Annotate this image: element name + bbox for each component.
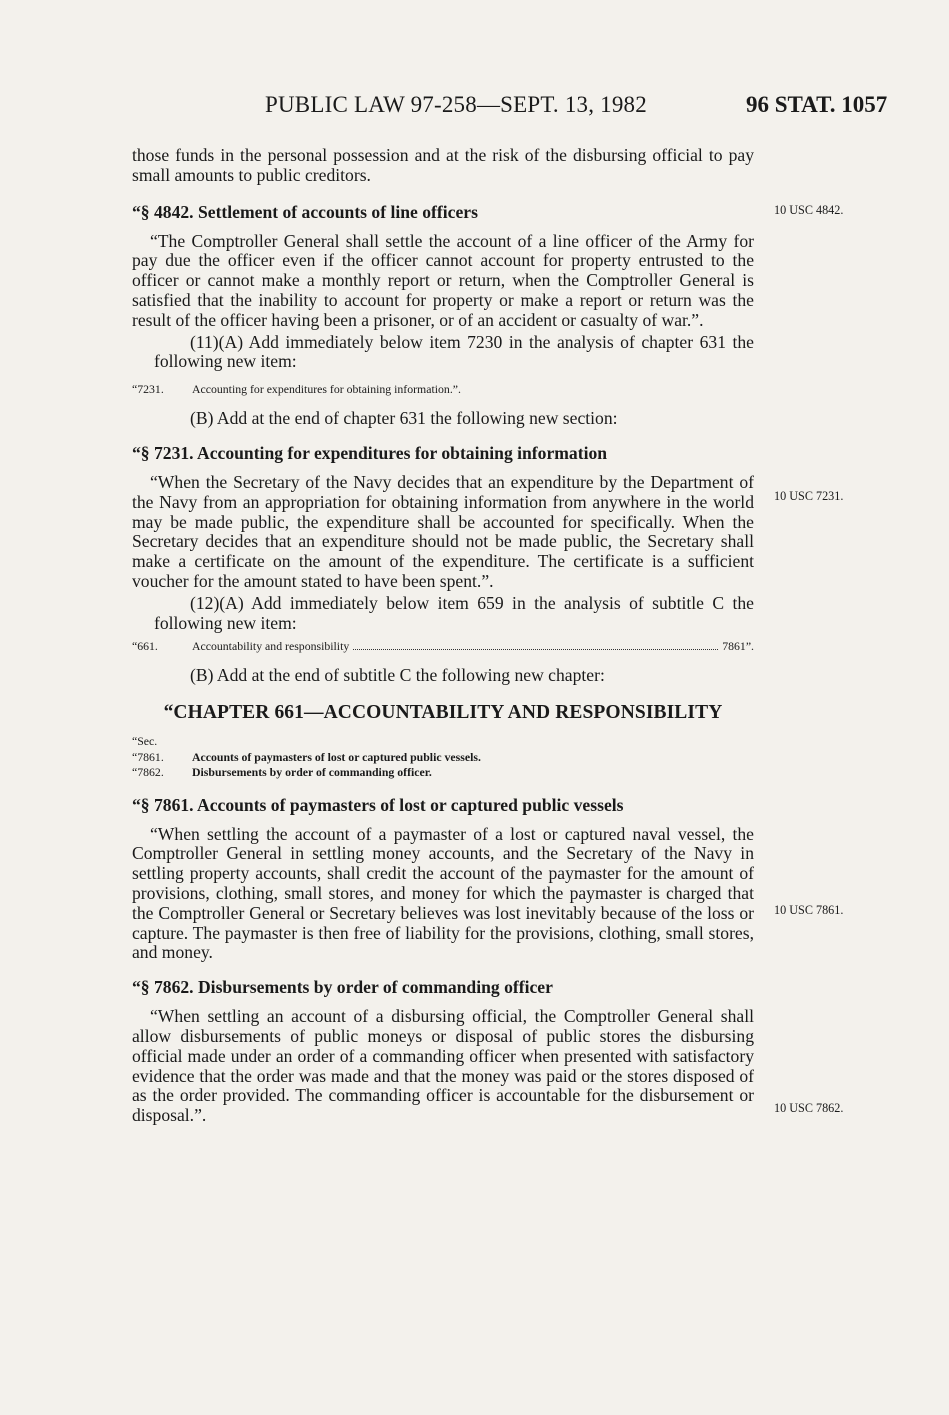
item-page: 7861”. (722, 639, 754, 654)
toc-item-text: Accounts of paymasters of lost or captured public vessels. (192, 749, 481, 764)
margin-note-usc-4842: 10 USC 4842. (774, 203, 844, 217)
continued-paragraph: those funds in the personal possession and at the risk of the disbursing official to pay small amounts to public creditors. (132, 145, 754, 185)
main-column (132, 146, 754, 1126)
instruction-11b: (B) Add at the end of chapter 631 the following new section: (190, 408, 618, 429)
toc-item (132, 750, 754, 766)
section-7861-heading: “§ 7861. Accounts of paymasters of lost or captured public vessels (132, 794, 624, 815)
analysis-item-7231 (132, 382, 754, 397)
toc-item-number: “7861. (132, 749, 164, 764)
toc-sec-label: “Sec. (132, 734, 158, 749)
section-7231-text: “When the Secretary of the Navy decides that an expenditure by the Department of the Navy from an appropriation for obtaining information from anywhere in the world may be made public, the expenditure shall be accounted for specifically. When the Secretary decides that an expenditure should not be made public, the Secretary shall make a certificate on the amount of the expenditure. The certificate is a sufficient voucher for the amount stated to have been spent.”. (132, 471, 754, 591)
running-head-stat: 96 STAT. 1057 (746, 92, 888, 117)
chapter-heading: “CHAPTER 661—ACCOUNTABILITY AND RESPONSIBILITY (163, 702, 723, 724)
margin-note-usc-7231: 10 USC 7231. (774, 489, 844, 503)
item-number: “661. (132, 639, 158, 654)
toc-item-text: Disbursements by order of commanding officer. (192, 765, 432, 780)
margin-note-usc-7861: 10 USC 7861. (774, 903, 844, 917)
instruction-12b: (B) Add at the end of subtitle C the following new chapter: (190, 665, 605, 686)
item-text: Accounting for expenditures for obtaining information.”. (192, 382, 461, 397)
toc-item-number: “7862. (132, 765, 164, 780)
toc-item (132, 765, 754, 781)
section-4842-heading: “§ 4842. Settlement of accounts of line officers (132, 201, 478, 222)
section-7862-text: “When settling an account of a disbursing official, the Comptroller General shall allow disbursements of public moneys or disposal of public stores the disbursing official made under an order of a commanding officer when presented with satisfactory evidence that the order was made and that the money was paid or the stores disposed of as the order provided. The commanding officer is accountable for the disbursement or disposal.”. (132, 1006, 754, 1126)
instruction-12a: (12)(A) Add immediately below item 659 in the analysis of subtitle C the following new item: (154, 592, 754, 633)
chapter-table-of-contents (132, 734, 754, 781)
running-head-title: PUBLIC LAW 97-258—SEPT. 13, 1982 (265, 92, 647, 117)
instruction-11a: (11)(A) Add immediately below item 7230 in the analysis of chapter 631 the following new item: (154, 331, 754, 372)
item-number: “7231. (132, 382, 164, 397)
section-7861-text: “When settling the account of a paymaster of a lost or captured naval vessel, the Comptroller General in settling money accounts, and the Secretary of the Navy in settling property accounts, shall credit the account of the paymaster for the amount of provisions, clothing, small stores, and money for which the paymaster is charged that the Comptroller General or Secretary believes was lost inevitably because of the loss or capture. The paymaster is then free of liability for the provisions, clothing, small stores, and money. (132, 823, 754, 963)
dot-leader (353, 649, 718, 650)
section-7231-heading: “§ 7231. Accounting for expenditures for obtaining information (132, 442, 608, 463)
margin-note-usc-7862: 10 USC 7862. (774, 1101, 844, 1115)
section-7862-heading: “§ 7862. Disbursements by order of commanding officer (132, 977, 553, 998)
item-text: Accountability and responsibility (192, 639, 350, 654)
section-4842-text: “The Comptroller General shall settle the account of a line officer of the Army for pay due the officer even if the officer cannot account for property entrusted to the officer or cannot make a monthly report or return, when the Comptroller General is satisfied that the inability to account for property or make a report or return was the result of the officer having been a prisoner, or of an accident or casualty of war.”. (132, 230, 754, 330)
analysis-item-661 (132, 639, 754, 654)
